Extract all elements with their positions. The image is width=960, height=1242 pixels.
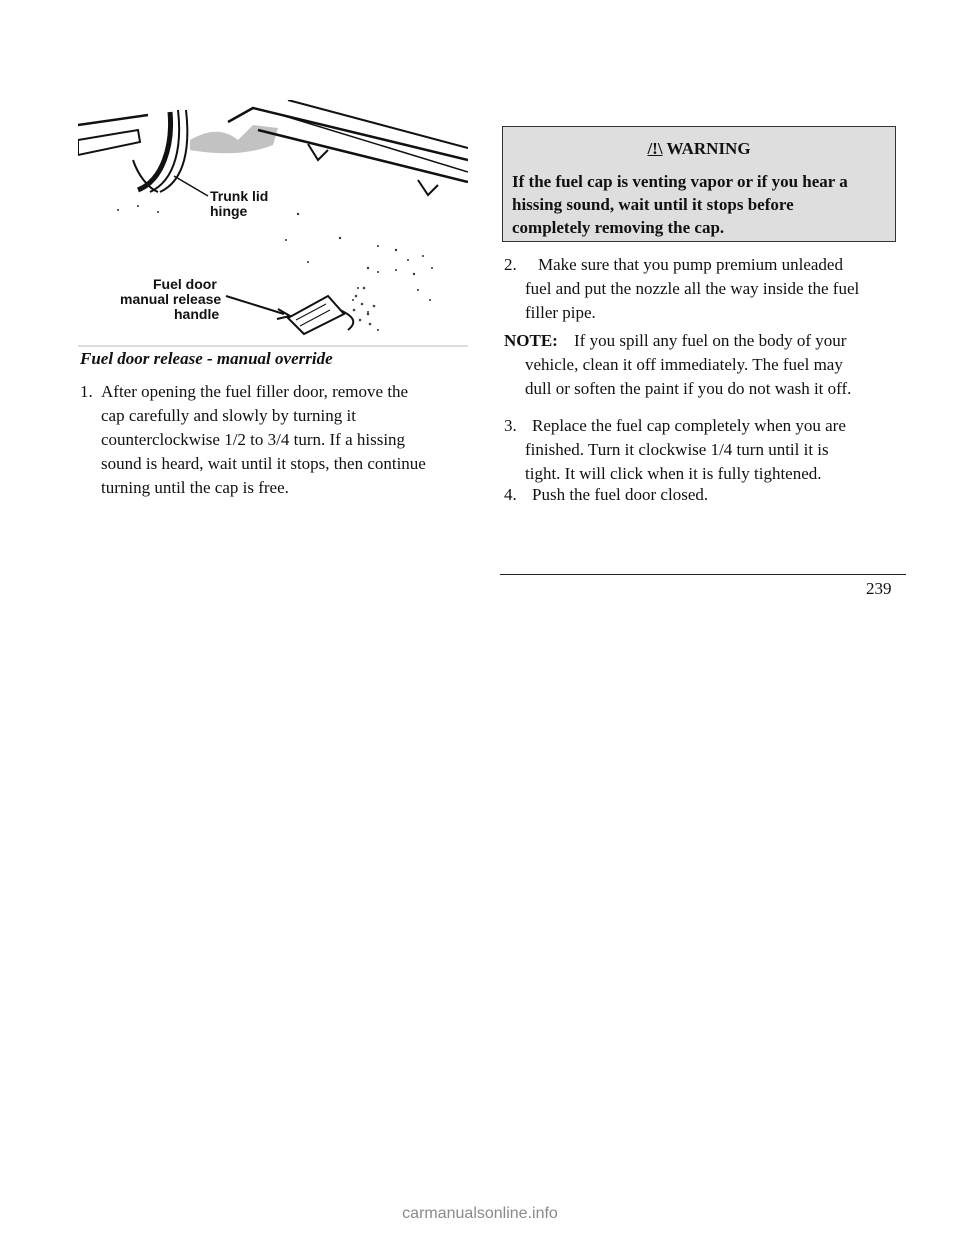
footer-rule <box>500 574 906 575</box>
step-4-text: Push the fuel door closed. <box>532 485 709 504</box>
warning-title <box>503 137 895 160</box>
trunk-hinge-drawing <box>78 100 468 348</box>
watermark: carmanualsonline.info <box>402 1205 558 1222</box>
step-3-text-continued: finished. Turn it clockwise 1/4 turn until it is tight. It will click when it is fully tightened. <box>525 440 829 483</box>
figure-caption: Fuel door release - manual override <box>80 349 333 368</box>
step-1-text: After opening the fuel filler door, remove the cap carefully and slowly by turning it counterclockwise 1/2 to 3/4 turn. If a hissing sound is heard, wait until it stops, then continue turning until the cap is free. <box>101 382 426 497</box>
warning-icon: /!\ <box>647 139 663 158</box>
note-text-continued: vehicle, clean it off immediately. The fuel may dull or soften the paint if you do not wash it off. <box>525 355 852 398</box>
step-2-text-continued: fuel and put the nozzle all the way inside the fuel filler pipe. <box>525 279 860 322</box>
note-label: NOTE: <box>504 331 558 350</box>
figure-label-fuel-door: Fuel door <box>153 276 217 292</box>
step-2-text: Make sure that you pump premium unleaded <box>538 255 843 274</box>
step-4-number: 4. <box>504 485 517 504</box>
figure-label-manual-release: manual release <box>120 291 222 307</box>
warning-text: If the fuel cap is venting vapor or if you hear a hissing sound, wait until it stops before completely removing the cap. <box>512 172 848 237</box>
note-text: If you spill any fuel on the body of your <box>574 331 847 350</box>
step-3-number: 3. <box>504 416 517 435</box>
step-2-number: 2. <box>504 255 517 274</box>
figure-label-trunk-lid: Trunk lid <box>210 188 269 204</box>
warning-heading: WARNING <box>666 139 751 158</box>
figure-label-handle: handle <box>174 306 220 322</box>
figure-label-hinge: hinge <box>210 203 248 219</box>
fuel-door-illustration <box>78 100 468 348</box>
page-number: 239 <box>866 579 892 598</box>
step-3-text: Replace the fuel cap completely when you are <box>532 416 846 435</box>
step-1-number: 1. <box>80 382 93 401</box>
warning-box <box>502 126 896 242</box>
